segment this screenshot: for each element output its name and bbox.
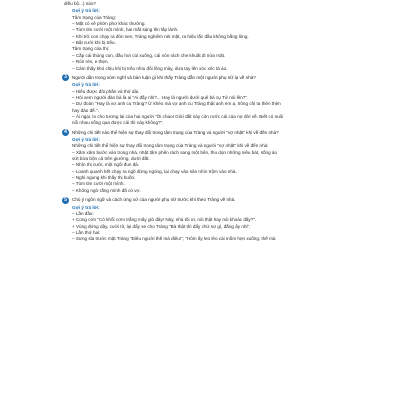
answer-line: nổi nhau sống qua được cái thì này không?". (72, 120, 164, 126)
answer-line: – Không ngờ rằng mình đã có vợ. (72, 187, 141, 193)
answer-line: – Lần đầu: (72, 210, 94, 216)
answer-line: Tâm trạng của thị: (72, 46, 110, 52)
answer-line: – Rón rén, e thẹn. (72, 59, 109, 65)
hint-label: Gợi ý trả lời: (72, 82, 100, 88)
answer-line: – Sưng sỉa trước mặt Tràng "Điêu người thế mà điêu!", "Hôm ấy leo lẻo cái mồm hẹn xuống, thế mà (72, 236, 276, 242)
question-text: Người dân trong xóm nghĩ và bàn luận gì khi thấy Tràng dẫn một người phụ nữ lạ về nhà? (72, 74, 256, 80)
answer-line: – Khi trở con chạy ra đón sen, Tràng nghiêm nét mặt, ra hiệu lắc đầu không bằng lòng. (72, 33, 249, 39)
answer-line: – Tủm tỉm cười một mình. (72, 181, 125, 187)
answer-line: – Nhìn thị cười, một ngôi đun đá. (72, 162, 140, 168)
hint-label: Gợi ý trả lời: (72, 204, 100, 210)
question-number: 3 (62, 74, 69, 81)
question-number: 5 (62, 197, 69, 204)
top-cut-line: điều bộ...) nào? (64, 1, 96, 6)
answer-line: – Nghi ngung khi thấy thị buồn. (72, 175, 136, 181)
answer-line: – Cắp cái thúng con, đầu hơi cúi xuống, cái nón rách che khuất đi nửa mặt. (72, 52, 226, 58)
answer-line: – Loanh quanh hết chạy ra ngõ đứng ngóng, lại chạy vào sân nhìn trộm vào nhà. (72, 168, 237, 174)
answer-line: vứt bừa bộn cả trên giường, dưới đất. (72, 156, 150, 162)
answer-line: – Tủm tỉm cười một mình, hai mắt sáng lên lấp lánh. (72, 27, 179, 33)
answer-line: Tâm trạng của Tràng: (72, 14, 116, 20)
answer-line: – Lần thứ hai: (72, 229, 101, 235)
answer-line: – Ái ngại, lo cho tương lai của hai người "Ôi chao! Giời đất này còn rước cái của nợ đời về. Biết có nuôi (72, 113, 284, 119)
answer-line: – Xăm xăm bước vào trong nhà, nhặt tấm phên rách sang một bên, thu dọn những niêu bát, sống áo (72, 149, 278, 155)
answer-line: – Bật cười khi bị trêu. (72, 40, 116, 46)
answer-line: hay đáo đế.". (72, 107, 99, 113)
answer-line: Những chi tiết thể hiện sự thay đổi trong tâm trạng của Tràng và người "vợ nhặt" khi về đến nhà: (72, 143, 269, 149)
question-text: Chú ý ngôn ngữ và cách ứng xử của người phụ nữ trước khi theo Tràng về nhà. (72, 197, 236, 203)
hint-label: Gợi ý trả lời: (72, 8, 100, 14)
answer-line: – Mặt cò vẻ phởn phơ khác thường. (72, 21, 146, 27)
hint-label: Gợi ý trả lời: (72, 137, 100, 142)
answer-line: – Dự đoán "Hay là vợ anh cu Tràng? Ừ khéo mà vợ anh cu Tràng thật anh em ạ, trông chị ta thèn thèn (72, 101, 281, 107)
answer-line: + Cong cớn "Có khối cơm trắng mấy giò đây! Này, nhà tôi ơi, nói thật hay nói khoác đấy?". (72, 217, 257, 223)
answer-line: – Hiếu được đôi phần và thở dài. (72, 88, 140, 94)
answer-line: – Cảm thấy khó chịu khi bị trêu nhìu đôi lông mày, dưa tay lên xóc xóc tà áo. (72, 65, 228, 71)
answer-line: + Vùng đứng dậy, cười tít, lại đẩy xe cho Tràng "Bà thật thì đẩy chứ sợ gì, đằng ấy nhỉ". (72, 223, 251, 229)
question-number: 4 (62, 129, 69, 136)
answer-line: – Hỏi xem người đàn bà là ai "Ai đấy nhỉ?... Hay là người dưới quê bà cụ Tứ nói lên?". (72, 94, 249, 100)
question-text: Những chi tiết nào thể hiện sự thay đổi trong tâm trạng của Tràng và người "vợ nhặt" khi về đến nhà? (72, 129, 279, 135)
